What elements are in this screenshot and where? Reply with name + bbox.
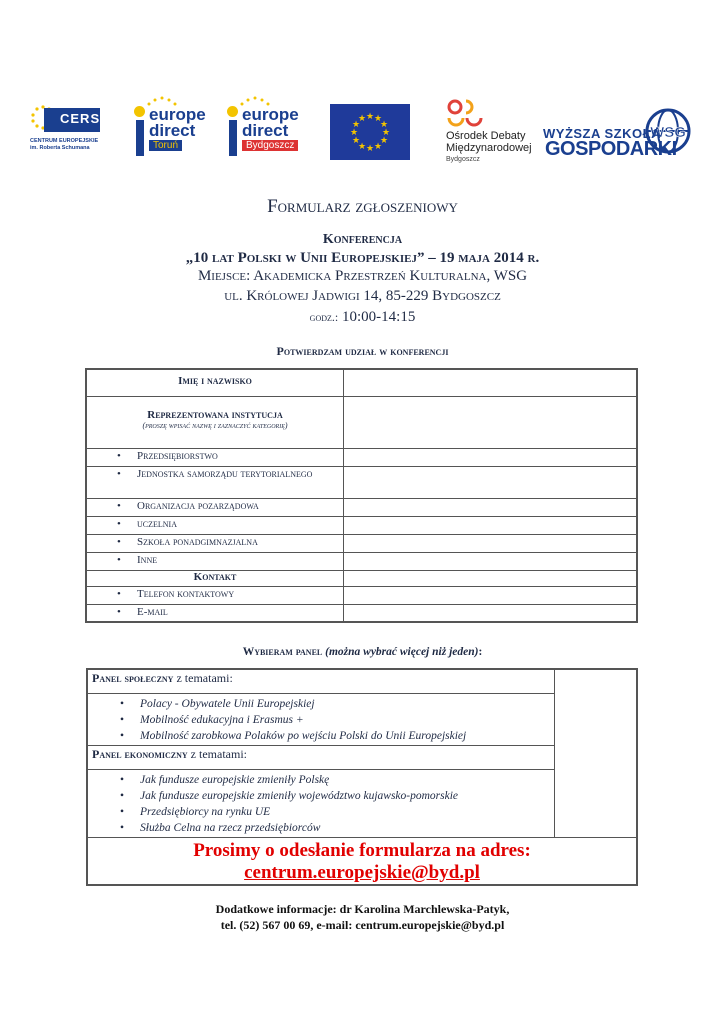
panel-social-header bbox=[87, 669, 555, 693]
svg-text:★: ★ bbox=[373, 114, 383, 124]
contact-label-cell bbox=[86, 570, 344, 586]
send-text: Prosimy o odesłanie formularza na adres: bbox=[193, 839, 531, 861]
conference-time bbox=[0, 309, 725, 326]
topic-item: • Jak fundusze europejskie zmieniły województwo kujawsko-pomorskie bbox=[88, 788, 554, 804]
category-check-cell[interactable] bbox=[344, 516, 638, 534]
category-check-cell[interactable] bbox=[344, 534, 638, 552]
contact-label: Kontakt bbox=[193, 570, 237, 583]
conference-address: ul. Królowej Jadwigi 14, 85-229 Bydgoszcz bbox=[224, 288, 501, 304]
wsg-line2: GOSPODARKI bbox=[545, 138, 677, 160]
panel-economic-topics bbox=[87, 769, 555, 837]
contact-header-blank bbox=[344, 570, 638, 586]
svg-text:★: ★ bbox=[349, 128, 359, 138]
confirm-heading: Potwierdzam udział w konferencji bbox=[276, 344, 449, 358]
ed-line2: direct bbox=[149, 121, 196, 140]
panel-social-suffix: z tematami: bbox=[173, 671, 233, 685]
cers-box bbox=[44, 108, 100, 132]
svg-text:★: ★ bbox=[379, 136, 389, 146]
ed-city: Toruń bbox=[149, 140, 182, 151]
registration-table bbox=[85, 368, 638, 623]
ed-line1: europe bbox=[242, 105, 299, 124]
panel-economic-header bbox=[87, 745, 555, 769]
odm-logo bbox=[446, 98, 556, 168]
category-item: • Organizacja pozarządowa bbox=[87, 499, 343, 514]
conference-place: Miejsce: Akademicka Przestrzeń Kulturalna, WSG bbox=[197, 268, 528, 284]
time-value: 10:00-14:15 bbox=[341, 309, 416, 325]
odm-line3: Bydgoszcz bbox=[446, 156, 480, 163]
cers-logo bbox=[30, 100, 110, 160]
category-check-cell[interactable] bbox=[344, 552, 638, 570]
wsg-line1: WYŻSZA SZKOŁA bbox=[543, 126, 661, 141]
panel-table bbox=[86, 668, 638, 886]
panel-check-cell[interactable] bbox=[555, 669, 638, 837]
institution-label-cell bbox=[86, 396, 344, 448]
institution-label: Reprezentowana instytucja bbox=[147, 408, 283, 421]
category-item: • Szkoła ponadgimnazjalna bbox=[87, 535, 343, 550]
category-item: • uczelnia bbox=[87, 517, 343, 532]
category-cell bbox=[86, 552, 344, 570]
europe-direct-torun-logo bbox=[133, 96, 213, 168]
svg-text:★: ★ bbox=[365, 144, 375, 154]
svg-text:★: ★ bbox=[381, 128, 391, 138]
category-cell bbox=[86, 466, 344, 498]
cers-subtitle-1: CENTRUM EUROPEJSKIE bbox=[30, 138, 99, 144]
ed-city: Bydgoszcz bbox=[242, 140, 298, 151]
svg-text:★: ★ bbox=[351, 120, 361, 130]
panel-caption-bold: Wybieram panel bbox=[242, 646, 326, 658]
svg-text:★: ★ bbox=[351, 136, 361, 146]
category-item: • Jednostka samorządu terytorialnego bbox=[87, 467, 343, 482]
category-check-cell[interactable] bbox=[344, 466, 638, 498]
name-input-cell[interactable] bbox=[344, 369, 638, 396]
logo-bar bbox=[28, 94, 703, 174]
odm-text bbox=[446, 130, 532, 166]
svg-text:★: ★ bbox=[373, 142, 383, 152]
contact-phone-label: • Telefon kontaktowy bbox=[87, 587, 343, 602]
panel-social-topics bbox=[87, 693, 555, 745]
panel-social-label: Panel społeczny bbox=[92, 671, 174, 685]
odm-line1: Ośrodek Debaty bbox=[446, 130, 526, 142]
conference-label: Konferencja bbox=[322, 232, 403, 247]
svg-text:★: ★ bbox=[357, 114, 367, 124]
cers-subtitle bbox=[30, 138, 114, 152]
footer-line1: Dodatkowe informacje: dr Karolina Marchlewska-Patyk, bbox=[215, 902, 510, 916]
institution-input-cell[interactable] bbox=[344, 396, 638, 448]
topic-item: • Przedsiębiorcy na rynku UE bbox=[88, 804, 554, 820]
name-label-cell bbox=[86, 369, 344, 396]
institution-hint: (proszę wpisać nazwę i zaznaczyć kategorię) bbox=[142, 420, 288, 430]
category-item: • Inne bbox=[87, 553, 343, 568]
contact-email-label: • E-mail bbox=[87, 605, 343, 620]
time-label: godz.: bbox=[309, 310, 339, 324]
panel-economic-suffix: z tematami: bbox=[187, 746, 247, 761]
svg-text:★: ★ bbox=[365, 112, 375, 122]
odm-line2: Międzynarodowej bbox=[446, 142, 532, 154]
category-cell bbox=[86, 498, 344, 516]
form-title: Formularz zgłoszeniowy bbox=[267, 196, 458, 217]
wsg-mark: WSG bbox=[650, 124, 686, 141]
category-cell bbox=[86, 516, 344, 534]
cers-name: CERS bbox=[60, 111, 101, 126]
odm-mark-icon bbox=[446, 98, 486, 128]
topic-item: • Jak fundusze europejskie zmieniły Polskę bbox=[88, 772, 554, 788]
footer-line2: tel. (52) 567 00 69, e-mail: centrum.europejskie@byd.pl bbox=[220, 918, 505, 932]
eu-stars-icon bbox=[330, 104, 410, 160]
category-check-cell[interactable] bbox=[344, 498, 638, 516]
send-email-link[interactable]: centrum.europejskie@byd.pl bbox=[244, 861, 480, 883]
europe-direct-bydgoszcz-logo bbox=[226, 96, 306, 168]
cers-subtitle-2: im. Roberta Schumana bbox=[30, 145, 90, 151]
topic-item: • Służba Celna na rzecz przedsiębiorców bbox=[88, 820, 554, 836]
ed-line1: europe bbox=[149, 105, 206, 124]
contact-cell bbox=[86, 604, 344, 622]
info-i-icon bbox=[133, 106, 147, 158]
panel-caption bbox=[0, 646, 725, 658]
topic-item: • Mobilność zarobkowa Polaków po wejściu Polski do Unii Europejskiej bbox=[88, 728, 554, 744]
wsg-logo bbox=[543, 108, 703, 164]
category-item: • Przedsiębiorstwo bbox=[87, 449, 343, 464]
ed-line2: direct bbox=[242, 121, 289, 140]
eu-flag-icon bbox=[330, 104, 410, 160]
category-check-cell[interactable] bbox=[344, 448, 638, 466]
name-label: Imię i nazwisko bbox=[178, 375, 252, 387]
email-input-cell[interactable] bbox=[344, 604, 638, 622]
send-notice bbox=[87, 837, 637, 885]
topic-item: • Mobilność edukacyjna i Erasmus + bbox=[88, 712, 554, 728]
category-cell bbox=[86, 534, 344, 552]
svg-text:★: ★ bbox=[357, 142, 367, 152]
panel-caption-end: : bbox=[478, 646, 483, 658]
panel-caption-italic: (można wybrać więcej niż jeden) bbox=[325, 646, 479, 658]
panel-economic-label: Panel ekonomiczny bbox=[92, 746, 188, 761]
conference-title: „10 lat Polski w Unii Europejskiej” – 19 maja 2014 r. bbox=[185, 250, 540, 266]
phone-input-cell[interactable] bbox=[344, 586, 638, 604]
topic-item: • Polacy - Obywatele Unii Europejskiej bbox=[88, 696, 554, 712]
info-i-icon bbox=[226, 106, 240, 158]
contact-cell bbox=[86, 586, 344, 604]
svg-text:★: ★ bbox=[379, 120, 389, 130]
category-cell bbox=[86, 448, 344, 466]
